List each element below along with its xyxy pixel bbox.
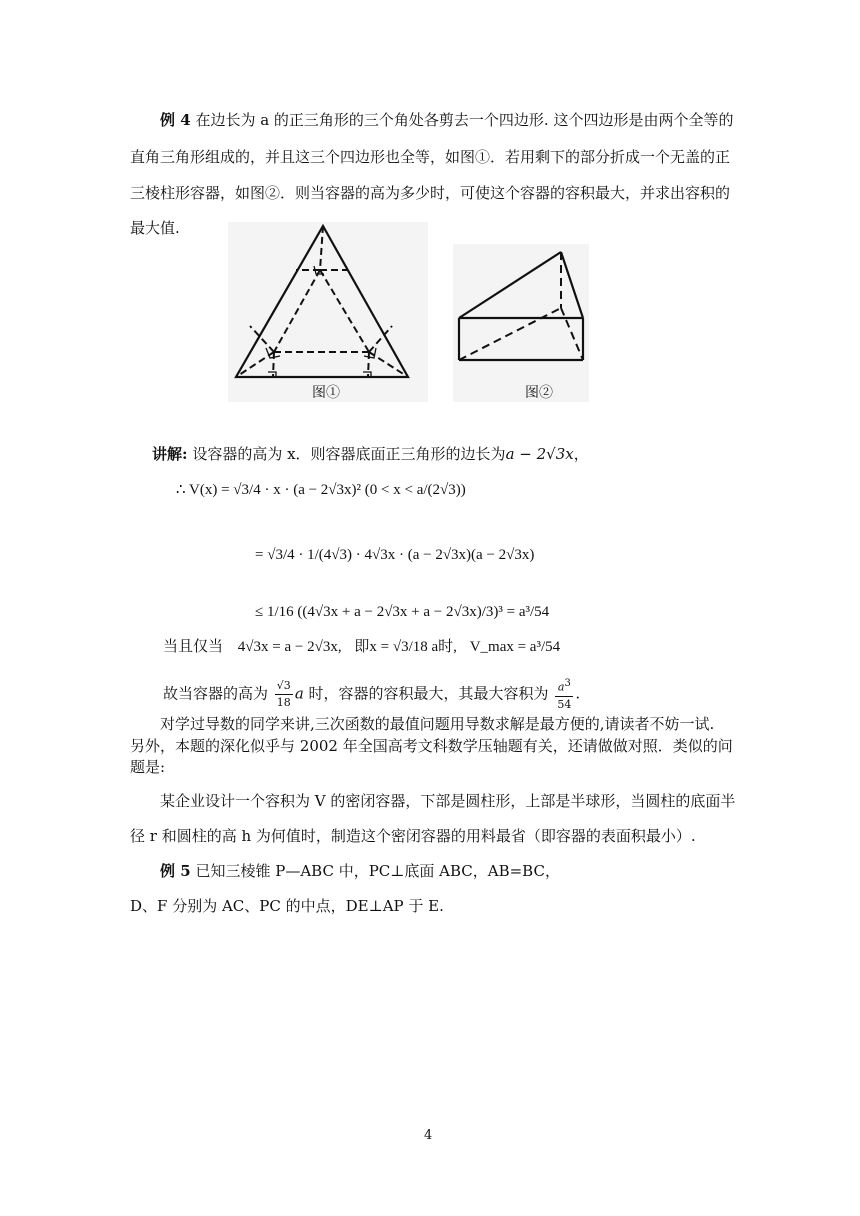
example4-line3: 三棱柱形容器，如图②．则当容器的高为多少时，可使这个容器的容积最大，并求出容积的 [130, 184, 731, 202]
example5-label: 例 5 [160, 862, 191, 880]
example4-label: 例 4 [160, 111, 191, 129]
solution-volume-line: ∴ V(x) = √3/4 · x · (a − 2√3x)² (0 < x < a/(2√3)) [176, 482, 466, 498]
example4-line1 [160, 108, 733, 132]
solution-equality-line [163, 634, 560, 659]
page-number: 4 [424, 1128, 433, 1143]
solution-intro: 设容器的高为 x．则容器底面正三角形的边长为 [192, 445, 506, 463]
equality-mid: 即x = √3/18 a时, [354, 639, 457, 655]
solution-side-expr: a − 2√3x [505, 445, 574, 463]
equality-expr: 4√3x = a − 2√3x, [237, 639, 342, 655]
figure-1-caption: 图① [312, 385, 340, 401]
equality-prefix: 当且仅当 [163, 637, 224, 655]
example4-line4: 最大值. [130, 219, 180, 237]
example5-line2: D、F 分别为 AC、PC 的中点，DE⊥AP 于 E. [130, 897, 444, 915]
example4-line2: 直角三角形组成的，并且这三个四边形也全等，如图①．若用剩下的部分折成一个无盖的正 [130, 148, 731, 166]
conclusion-volume-fraction: $\frac{a3}{54}$ [557, 678, 572, 711]
example5-line1 [160, 859, 560, 883]
example5-text1: 已知三棱锥 P—ABC 中，PC⊥底面 ABC，AB=BC， [195, 862, 560, 880]
remark-line2: 另外，本题的深化似乎与 2002 年全国高考文科数学压轴题有关，还请做做对照．类似的问 [130, 737, 733, 755]
example4-text1: 在边长为 a 的正三角形的三个角处各剪去一个四边形. 这个四边形是由两个全等的 [195, 111, 734, 129]
solution-conclusion-line: 故当容器的高为 $\frac{√3}{18}$ a 时，容器的容积最大，其最大容积为 $\frac{a3}{54}$ . [163, 678, 581, 711]
figure-1-triangle [228, 222, 428, 382]
conclusion-height-fraction: $\frac{√3}{18}$ [276, 678, 291, 709]
solution-equation-line: = √3/4 · 1/(4√3) · 4√3x · (a − 2√3x)(a − 2√3x) [255, 547, 535, 563]
figure-2-caption: 图② [525, 385, 553, 401]
solution-label: 讲解: [152, 445, 188, 463]
similar-line2: 径 r 和圆柱的高 h 为何值时，制造这个密闭容器的用料最省（即容器的表面积最小）. [130, 827, 696, 845]
similar-line1: 某企业设计一个容积为 V 的密闭容器，下部是圆柱形，上部是半球形，当圆柱的底面半 [160, 792, 736, 810]
conclusion-part-b: 时，容器的容积最大，其最大容积为 [308, 684, 549, 703]
figure-2-prism [453, 244, 589, 374]
solution-intro-line: 讲解: 设容器的高为 x．则容器底面正三角形的边长为a − 2√3x， [152, 445, 589, 463]
solution-inequality-line: ≤ 1/16 ((4√3x + a − 2√3x + a − 2√3x)/3)³ = a³/54 [255, 604, 550, 620]
vmax-expr: V_max = a³/54 [469, 639, 561, 655]
conclusion-part-a: 故当容器的高为 [163, 684, 269, 703]
remark-line1: 对学过导数的同学来讲,三次函数的最值问题用导数求解是最方便的,请读者不妨一试. [160, 715, 715, 733]
remark-line3: 题是: [130, 758, 166, 776]
